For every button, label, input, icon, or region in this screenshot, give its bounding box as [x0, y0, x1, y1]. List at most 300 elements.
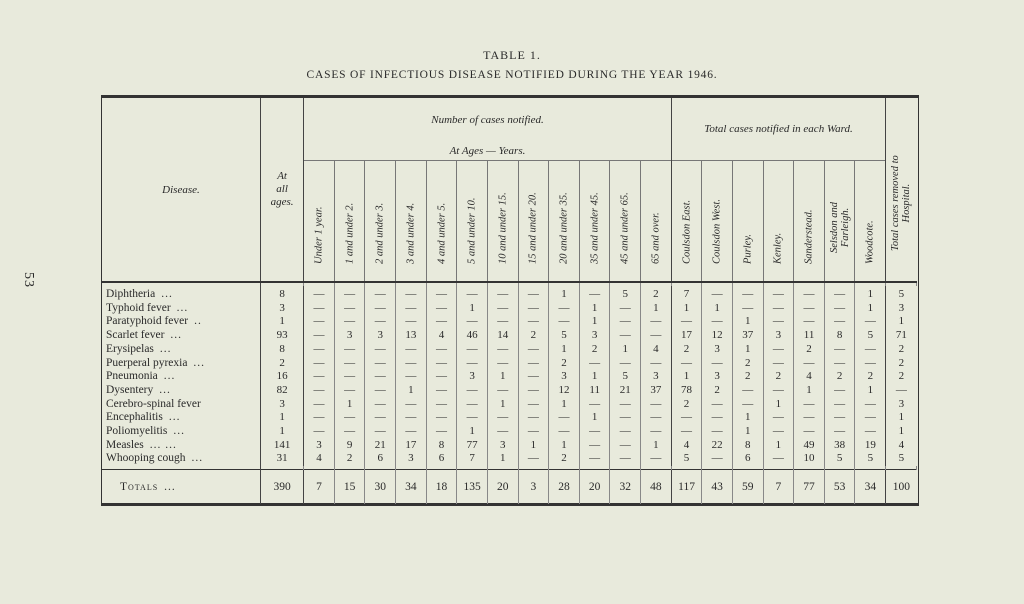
table-cell: 1	[457, 302, 488, 316]
table-cell: 5	[671, 452, 702, 466]
table-cell: —	[671, 411, 702, 425]
table-cell: 17	[671, 329, 702, 343]
table-cell: 31	[260, 452, 303, 466]
table-cell: 1	[487, 398, 518, 412]
table-cell: 1	[549, 439, 580, 453]
table-cell: 93	[260, 329, 303, 343]
disease-name	[102, 329, 260, 343]
table-cell: 1	[641, 439, 672, 453]
table-cell: —	[487, 343, 518, 357]
table-cell: —	[824, 315, 855, 329]
table-cell: 1	[579, 411, 610, 425]
table-cell: —	[334, 370, 365, 384]
ward-column-label	[829, 202, 851, 253]
table-cell: 1	[732, 411, 763, 425]
table-cell: —	[457, 315, 488, 329]
table-cell: 3	[260, 398, 303, 412]
table-cell: —	[794, 411, 825, 425]
table-cell: 9	[334, 439, 365, 453]
disease-label: Scarlet fever	[106, 329, 165, 342]
table-subtitle: CASES OF INFECTIOUS DISEASE NOTIFIED DURING THE YEAR 1946.	[306, 69, 718, 81]
leader-dots: ...	[193, 356, 206, 369]
table-row	[102, 315, 917, 329]
table-cell: 3	[702, 343, 733, 357]
table-cell: 1	[763, 439, 794, 453]
table-cell: 3	[549, 370, 580, 384]
table-row	[102, 370, 917, 384]
table-row	[102, 357, 917, 371]
age-column-label: 20 and under 35.	[558, 192, 570, 264]
table-cell: 2	[855, 370, 886, 384]
table-cell: 32	[610, 470, 641, 505]
age-column-label: 35 and under 45.	[589, 192, 601, 264]
table-cell: 11	[579, 384, 610, 398]
table-cell: 10	[794, 452, 825, 466]
table-cell: —	[334, 286, 365, 302]
table-cell: 2	[702, 384, 733, 398]
table-cell: —	[518, 286, 549, 302]
leader-dots: ...	[170, 329, 183, 342]
number-of-cases-header	[304, 98, 672, 142]
table-cell: —	[334, 302, 365, 316]
leader-dots: ...	[159, 342, 172, 355]
table-cell: —	[763, 425, 794, 439]
age-column-header	[304, 160, 335, 282]
table-cell: 3	[365, 329, 396, 343]
table-cell: —	[396, 315, 427, 329]
table-cell: —	[549, 315, 580, 329]
table-cell: 3	[702, 370, 733, 384]
table-cell: —	[518, 343, 549, 357]
table-cell: —	[334, 343, 365, 357]
table-row	[102, 411, 917, 425]
table-cell: 19	[855, 439, 886, 453]
hospital-header	[886, 98, 917, 282]
table-cell: —	[641, 425, 672, 439]
table-cell: 8	[824, 329, 855, 343]
table-cell: —	[702, 411, 733, 425]
table-cell: —	[518, 315, 549, 329]
table-cell: 1	[794, 384, 825, 398]
table-cell: 2	[732, 357, 763, 371]
ward-column-label: Purley.	[742, 233, 754, 264]
age-column-label: 45 and under 65.	[619, 192, 631, 264]
table-cell: —	[426, 286, 457, 302]
table-cell: —	[610, 452, 641, 466]
ward-column-header	[855, 160, 886, 282]
disease-label: Pneumonia	[106, 370, 158, 383]
leader-dots: ...	[191, 452, 204, 465]
table-cell: —	[763, 357, 794, 371]
table-cell: —	[304, 315, 335, 329]
table-cell: —	[763, 302, 794, 316]
table-cell: —	[304, 398, 335, 412]
table-cell: —	[426, 411, 457, 425]
age-column-label: Under 1 year.	[313, 206, 325, 264]
table-cell: —	[396, 411, 427, 425]
table-cell: —	[457, 398, 488, 412]
table-cell: 7	[457, 452, 488, 466]
ward-column-header	[794, 160, 825, 282]
table-cell: —	[794, 357, 825, 371]
table-cell: —	[518, 384, 549, 398]
leader-dots: ...	[161, 288, 173, 300]
table-cell: 3	[763, 329, 794, 343]
table-cell: —	[732, 398, 763, 412]
table-cell: 6	[365, 452, 396, 466]
table-cell: —	[671, 315, 702, 329]
age-column-label: 4 and under 5.	[436, 202, 448, 264]
table-cell: —	[824, 425, 855, 439]
table-cell: —	[518, 425, 549, 439]
ward-column-label: Sanderstead.	[803, 209, 815, 264]
table-cell: 5	[610, 286, 641, 302]
table-cell: 34	[855, 470, 886, 505]
page-number: 53	[21, 272, 36, 288]
disease-label: Cerebro-spinal fever	[106, 397, 201, 410]
table-cell: 1	[549, 398, 580, 412]
table-cell: —	[641, 452, 672, 466]
table-cell: —	[518, 357, 549, 371]
table-cell: —	[457, 384, 488, 398]
age-column-header	[426, 160, 457, 282]
age-column-label: 3 and under 4.	[405, 202, 417, 264]
table-row	[102, 384, 917, 398]
table-cell: 7	[304, 470, 335, 505]
leader-dots: ...	[164, 481, 176, 494]
table-cell: —	[824, 411, 855, 425]
table-cell: 2	[641, 286, 672, 302]
table-cell: —	[396, 343, 427, 357]
age-column-label: 15 and under 20.	[527, 192, 539, 264]
table-cell: —	[396, 425, 427, 439]
table-row	[102, 452, 917, 466]
table-cell: —	[895, 383, 907, 396]
table-cell: 7	[671, 286, 702, 302]
table-cell: 21	[365, 439, 396, 453]
disease-label: Diphtheria	[106, 288, 156, 300]
all-ages-line1: At	[277, 170, 287, 182]
table-cell: —	[579, 286, 610, 302]
table-cell: 17	[396, 439, 427, 453]
table-cell: 8	[260, 343, 303, 357]
table-cell: 1	[898, 425, 905, 438]
all-ages-line3: ages.	[270, 196, 294, 208]
disease-label: Paratyphoid fever	[106, 315, 189, 328]
table-cell: —	[763, 411, 794, 425]
ward-column-label-line1: Selsdon and	[828, 201, 840, 253]
table-cell: —	[426, 343, 457, 357]
ward-column-label: Woodcote.	[864, 220, 876, 264]
table-cell: 1	[763, 398, 794, 412]
table-cell: —	[365, 411, 396, 425]
table-cell: 14	[487, 329, 518, 343]
table-cell: —	[702, 425, 733, 439]
disease-name	[102, 452, 260, 466]
table-cell: —	[579, 357, 610, 371]
table-cell: —	[487, 411, 518, 425]
table-cell: —	[487, 286, 518, 302]
table-cell: 37	[732, 329, 763, 343]
table-cell: 1	[671, 370, 702, 384]
disease-name	[102, 370, 260, 384]
table-cell: —	[365, 286, 396, 302]
table-cell: —	[457, 411, 488, 425]
age-column-label: 1 and under 2.	[344, 202, 356, 264]
at-ages-header: At Ages — Years.	[304, 142, 672, 160]
table-row	[102, 302, 917, 316]
table-cell: 1	[518, 439, 549, 453]
disease-name	[102, 425, 260, 439]
table-cell: —	[641, 411, 672, 425]
table-cell: 1	[855, 286, 886, 302]
all-ages-header	[260, 98, 303, 282]
leader-dots: ...	[159, 383, 171, 396]
table-cell: 3	[579, 329, 610, 343]
table-cell: 5	[824, 452, 855, 466]
table-cell: —	[610, 411, 641, 425]
table-cell: —	[855, 315, 886, 329]
table-cell: —	[702, 357, 733, 371]
table-cell: 5	[549, 329, 580, 343]
table-cell: —	[763, 452, 794, 466]
table-cell: 1	[396, 384, 427, 398]
table-cell: 2	[671, 343, 702, 357]
totals-label	[102, 470, 260, 505]
hospital-line2: Hospital.	[901, 183, 913, 223]
table-cell: —	[702, 286, 733, 302]
table-cell: —	[824, 384, 855, 398]
table-cell: —	[671, 357, 702, 371]
age-column-header	[365, 160, 396, 282]
table-cell: 1	[898, 411, 905, 424]
table-cell: 28	[549, 470, 580, 505]
totals-row	[102, 470, 917, 505]
table-cell: 1	[260, 425, 303, 439]
table-cell: 2	[898, 342, 905, 355]
age-column-header	[396, 160, 427, 282]
disease-label: Typhoid fever	[106, 301, 171, 314]
table-cell: —	[610, 357, 641, 371]
disease-name	[102, 286, 260, 302]
table-cell: —	[794, 286, 825, 302]
table-cell: 12	[549, 384, 580, 398]
table-cell: 77	[457, 439, 488, 453]
table-cell: 4	[671, 439, 702, 453]
table-cell: —	[487, 425, 518, 439]
table-cell: 1	[855, 384, 886, 398]
table-cell: 1	[487, 452, 518, 466]
all-ages-line2: all	[276, 183, 288, 195]
table-cell: —	[579, 425, 610, 439]
age-column-label: 10 and under 15.	[497, 192, 509, 264]
table-cell: —	[763, 384, 794, 398]
table-cell: —	[579, 452, 610, 466]
table-cell: —	[365, 384, 396, 398]
table-cell: —	[426, 384, 457, 398]
table-cell: —	[334, 315, 365, 329]
table-cell: 2	[260, 357, 303, 371]
table-cell: 34	[396, 470, 427, 505]
table-cell: 1	[549, 343, 580, 357]
table-cell: 16	[260, 370, 303, 384]
table-cell: 1	[732, 425, 763, 439]
table-cell: 2	[794, 343, 825, 357]
table-cell: —	[794, 398, 825, 412]
ward-group-header: Total cases notified in each Ward.	[671, 98, 885, 160]
table-cell: —	[487, 357, 518, 371]
table-cell: —	[365, 398, 396, 412]
table-row	[102, 343, 917, 357]
table-cell: —	[824, 302, 855, 316]
table-cell: —	[487, 384, 518, 398]
ward-column-header	[732, 160, 763, 282]
hospital-line1: Total cases removed to	[890, 155, 902, 251]
table-cell: 3	[457, 370, 488, 384]
table-cell: 49	[794, 439, 825, 453]
table-cell: 1	[732, 343, 763, 357]
table-cell: 7	[763, 470, 794, 505]
table-cell: 117	[671, 470, 702, 505]
table-cell: 1	[260, 315, 303, 329]
table-cell: —	[426, 302, 457, 316]
table-cell: 1	[457, 425, 488, 439]
table-cell: —	[396, 357, 427, 371]
table-cell: —	[365, 302, 396, 316]
table-cell: —	[763, 286, 794, 302]
table-cell: —	[855, 398, 886, 412]
table-cell: —	[549, 411, 580, 425]
table-cell: 1	[487, 370, 518, 384]
leader-dots: ...	[168, 411, 181, 424]
table-cell: 2	[824, 370, 855, 384]
table-cell: —	[457, 343, 488, 357]
table-cell: —	[579, 398, 610, 412]
table-cell: 1	[855, 302, 886, 316]
table-cell: 6	[732, 452, 763, 466]
disease-label: Whooping cough	[106, 452, 186, 465]
table-row	[102, 398, 917, 412]
table-cell: 390	[260, 470, 303, 505]
table-cell: —	[365, 425, 396, 439]
number-of-cases-label: Number of cases notified.	[431, 114, 544, 126]
table-cell: —	[334, 411, 365, 425]
table-cell: 3	[304, 439, 335, 453]
table-cell: —	[610, 398, 641, 412]
table-cell: 4	[898, 438, 905, 451]
table-cell: 20	[487, 470, 518, 505]
table-cell: 43	[702, 470, 733, 505]
table-cell: —	[732, 384, 763, 398]
leader-dots: ...	[176, 301, 189, 314]
table-row	[102, 439, 917, 453]
table-cell: 2	[579, 343, 610, 357]
table-cell: —	[855, 411, 886, 425]
table-cell: 3	[898, 397, 905, 410]
table-cell: 20	[579, 470, 610, 505]
age-column-label: 2 and under 3.	[374, 202, 386, 264]
table-cell: —	[579, 439, 610, 453]
table-cell: 1	[702, 302, 733, 316]
table-cell: 71	[895, 329, 907, 342]
table-cell: 3	[518, 470, 549, 505]
age-column-header	[610, 160, 641, 282]
disease-label: Poliomyelitis	[106, 425, 168, 438]
table-cell: 2	[898, 356, 905, 369]
disease-label: Erysipelas	[106, 342, 154, 355]
table-cell: 22	[702, 439, 733, 453]
table-cell: —	[763, 343, 794, 357]
table-cell: 38	[824, 439, 855, 453]
disease-label: Dysentery	[106, 383, 154, 396]
table-cell: —	[610, 302, 641, 316]
table-cell: 2	[671, 398, 702, 412]
disease-name	[102, 343, 260, 357]
table-cell: 4	[304, 452, 335, 466]
table-cell: —	[794, 302, 825, 316]
table-cell: 1	[671, 302, 702, 316]
table-cell: —	[641, 315, 672, 329]
leader-dots: ... ...	[149, 438, 177, 451]
age-column-header	[457, 160, 488, 282]
table-cell: 18	[426, 470, 457, 505]
table-cell: —	[304, 411, 335, 425]
table-cell: 1	[610, 343, 641, 357]
age-column-label: 65 and over.	[650, 212, 662, 264]
table-cell: 5	[898, 288, 905, 300]
table-cell: —	[702, 398, 733, 412]
table-cell: 12	[702, 329, 733, 343]
table-cell: 2	[549, 357, 580, 371]
ward-column-label-line2: Farleigh.	[839, 207, 851, 248]
disease-name	[102, 315, 260, 329]
table-cell: 5	[610, 370, 641, 384]
disease-header: Disease.	[102, 98, 260, 282]
table-cell: —	[518, 398, 549, 412]
table-cell: 2	[549, 452, 580, 466]
table-title: TABLE 1.	[483, 48, 541, 62]
table-cell: —	[824, 398, 855, 412]
disease-name	[102, 439, 260, 453]
disease-label: Measles	[106, 438, 144, 451]
table-cell: —	[732, 286, 763, 302]
table-cell: 15	[334, 470, 365, 505]
table-cell: —	[549, 425, 580, 439]
table-cell: —	[304, 329, 335, 343]
table-cell: 78	[671, 384, 702, 398]
disease-name	[102, 302, 260, 316]
infectious-disease-table	[101, 95, 919, 506]
table-cell: —	[518, 302, 549, 316]
table-cell: —	[396, 370, 427, 384]
table-cell: —	[763, 315, 794, 329]
table-cell: —	[518, 452, 549, 466]
table-cell: —	[304, 357, 335, 371]
table-cell: 4	[426, 329, 457, 343]
table-cell: —	[487, 315, 518, 329]
leader-dots: ...	[163, 370, 176, 383]
table-cell: 141	[260, 439, 303, 453]
table-cell: 3	[334, 329, 365, 343]
table-cell: 21	[610, 384, 641, 398]
table-cell: —	[457, 286, 488, 302]
table-cell: —	[334, 384, 365, 398]
table-cell: 1	[641, 302, 672, 316]
table-cell: 2	[763, 370, 794, 384]
table-cell: —	[426, 315, 457, 329]
table-cell: 1	[898, 315, 905, 328]
table-cell: —	[794, 425, 825, 439]
